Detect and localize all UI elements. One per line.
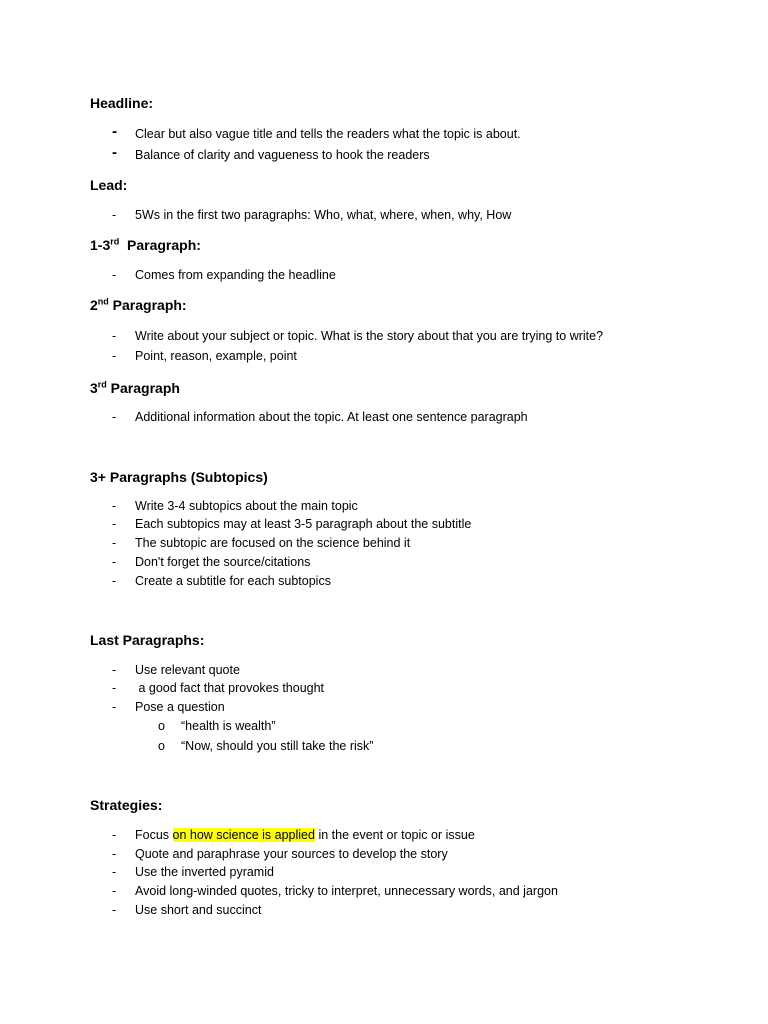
list-item-text: Pose a question — [135, 700, 225, 714]
list-item-text: Quote and paraphrase your sources to develop the story — [135, 847, 448, 861]
dash-bullet: - — [112, 663, 117, 677]
dash-bullet: - — [112, 574, 117, 588]
highlighted-text: on how science is applied — [172, 828, 315, 842]
dash-bullet: - — [112, 329, 117, 343]
list-item-text: Balance of clarity and vagueness to hook the readers — [135, 148, 430, 162]
section-heading-last: Last Paragraphs: — [90, 632, 205, 648]
section-heading-third: 3rd Paragraph — [90, 379, 180, 396]
list-item-text: Additional information about the topic. At least one sentence paragraph — [135, 410, 528, 424]
dash-bullet: - — [112, 123, 117, 140]
dash-bullet: - — [112, 144, 117, 161]
section-heading-subtopics: 3+ Paragraphs (Subtopics) — [90, 469, 268, 485]
list-item-text: Avoid long-winded quotes, tricky to interpret, unnecessary words, and jargon — [135, 884, 558, 898]
list-item-text: Clear but also vague title and tells the readers what the topic is about. — [135, 127, 521, 141]
list-item-text: Write about your subject or topic. What is the story about that you are trying to write? — [135, 329, 604, 343]
dash-bullet: - — [112, 681, 117, 695]
section-heading-first-to-third: 1-3rd Paragraph: — [90, 236, 201, 253]
list-item-text: Each subtopics may at least 3-5 paragraph about the subtitle — [135, 517, 472, 531]
dash-bullet: - — [112, 410, 117, 424]
list-item-text: 5Ws in the first two paragraphs: Who, what, where, when, why, How — [135, 208, 512, 222]
circle-bullet: o — [158, 719, 165, 733]
dash-bullet: - — [112, 847, 117, 861]
list-item-text: Focus on how science is applied in the event or topic or issue — [135, 828, 475, 842]
list-item-text: Point, reason, example, point — [135, 349, 297, 363]
sub-list-item-text: “health is wealth” — [181, 719, 276, 733]
dash-bullet: - — [112, 884, 117, 898]
sub-list-item-text: “Now, should you still take the risk” — [181, 739, 374, 753]
list-item-text: Comes from expanding the headline — [135, 268, 336, 282]
dash-bullet: - — [112, 865, 117, 879]
circle-bullet: o — [158, 739, 165, 753]
dash-bullet: - — [112, 349, 117, 363]
dash-bullet: - — [112, 499, 117, 513]
section-heading-second: 2nd Paragraph: — [90, 296, 187, 313]
dash-bullet: - — [112, 268, 117, 282]
dash-bullet: - — [112, 555, 117, 569]
list-item-text: Don't forget the source/citations — [135, 555, 311, 569]
dash-bullet: - — [112, 700, 117, 714]
list-item-text: a good fact that provokes thought — [135, 681, 325, 695]
section-heading-headline: Headline: — [90, 95, 154, 111]
list-item-text: Use short and succinct — [135, 903, 262, 917]
dash-bullet: - — [112, 903, 117, 917]
dash-bullet: - — [112, 208, 117, 222]
list-item-text: Use the inverted pyramid — [135, 865, 274, 879]
section-heading-strategies: Strategies: — [90, 797, 163, 813]
list-item-text: Write 3-4 subtopics about the main topic — [135, 499, 358, 513]
dash-bullet: - — [112, 517, 117, 531]
list-item-text: Use relevant quote — [135, 663, 240, 677]
list-item-text: The subtopic are focused on the science behind it — [135, 536, 411, 550]
list-item-text: Create a subtitle for each subtopics — [135, 574, 331, 588]
dash-bullet: - — [112, 828, 117, 842]
section-heading-lead: Lead: — [90, 177, 128, 193]
dash-bullet: - — [112, 536, 117, 550]
